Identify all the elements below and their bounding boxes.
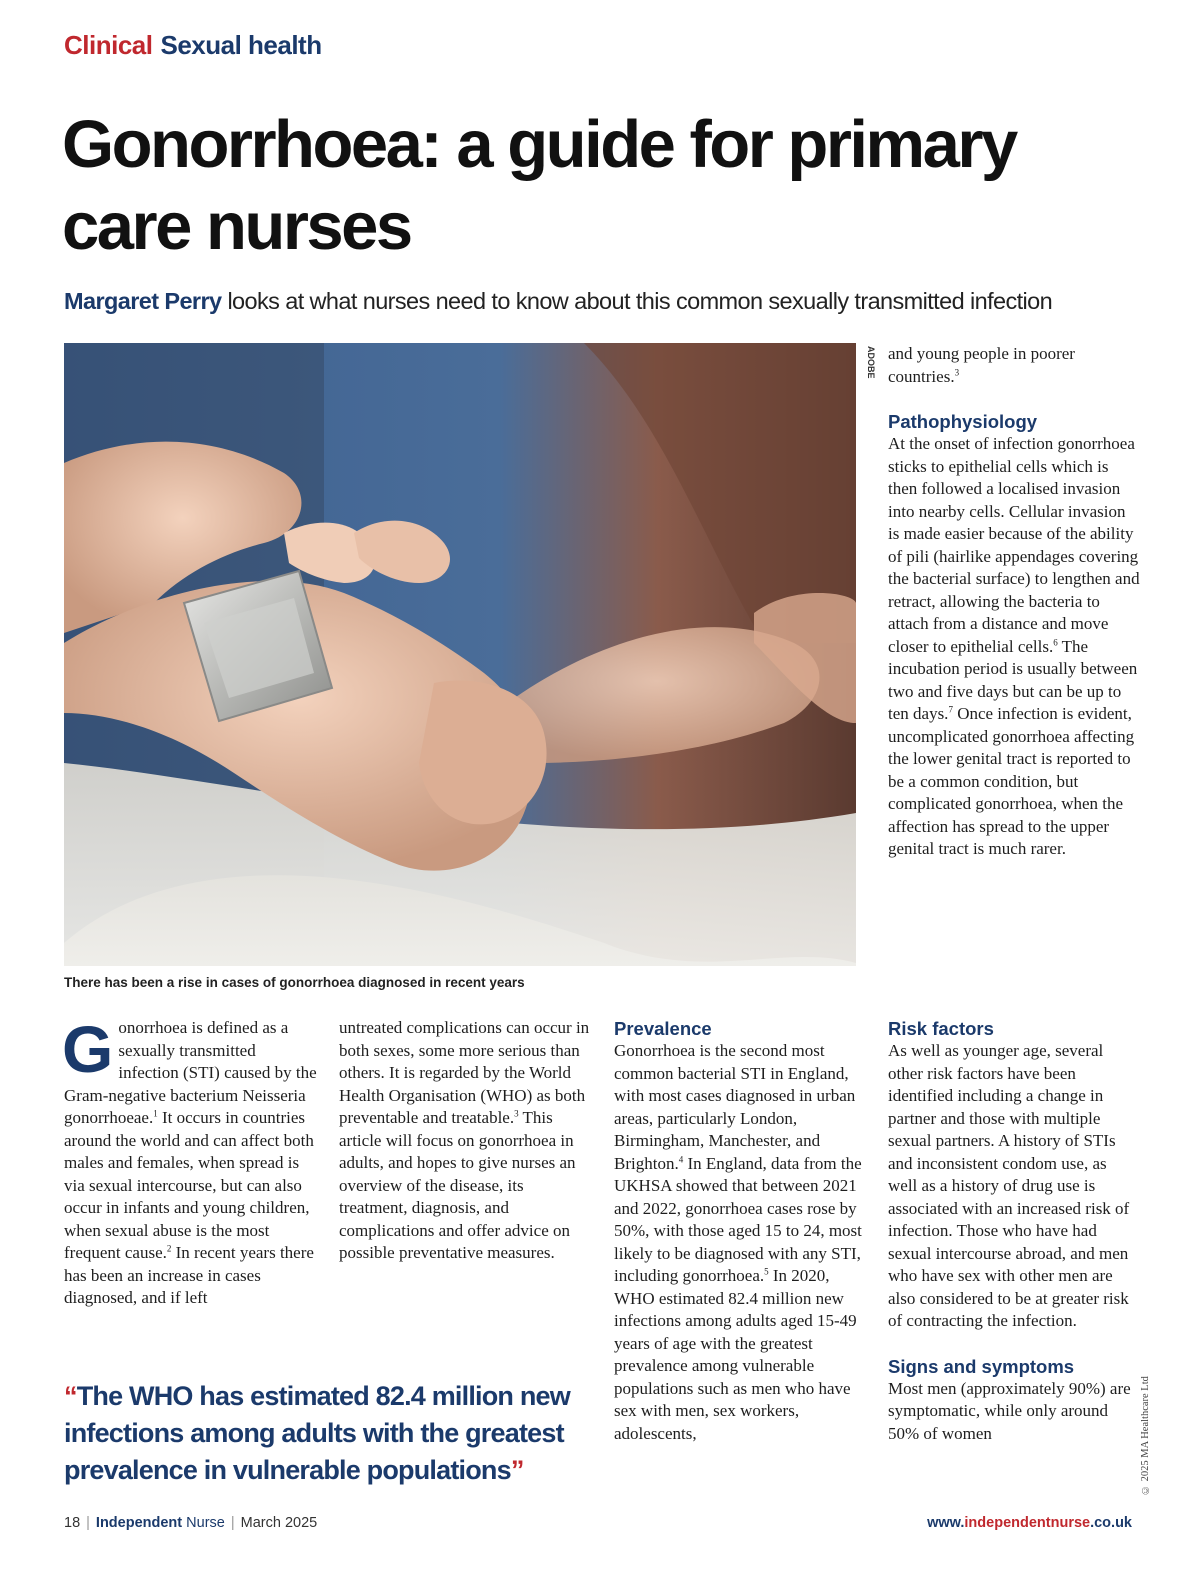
reference-mark[interactable]: 6: [1053, 636, 1058, 647]
dropcap: G: [62, 1012, 114, 1086]
close-quote-mark: ”: [510, 1455, 524, 1485]
url-main[interactable]: independentnurse: [964, 1515, 1091, 1531]
url-suffix[interactable]: .co.uk: [1090, 1515, 1132, 1531]
footer-separator: |: [86, 1515, 90, 1531]
pathophysiology-paragraph: [888, 433, 1140, 861]
reference-mark[interactable]: 4: [678, 1153, 684, 1164]
section-category[interactable]: Clinical: [64, 30, 153, 60]
photo-credit: ADOBE: [866, 346, 876, 379]
reference-mark[interactable]: 7: [948, 704, 953, 715]
body-column-4-top: [888, 343, 1140, 861]
signs-symptoms-heading: Signs and symptoms: [888, 1355, 1075, 1377]
signs-symptoms-paragraph: Most men (approximately 90%) are symptomatic, while only around 50% of women: [888, 1378, 1131, 1443]
pull-quote-text: The WHO has estimated 82.4 million new infections among adults with the greatest prevalence in vulnerable populations: [64, 1381, 570, 1485]
copyright-notice: © 2025 MA Healthcare Ltd: [1140, 1376, 1151, 1495]
page-number: 18: [64, 1515, 81, 1531]
reference-mark[interactable]: 3: [954, 366, 960, 377]
magazine-name-part2[interactable]: Nurse: [186, 1515, 225, 1531]
author-name[interactable]: Margaret Perry: [64, 288, 222, 314]
open-quote-mark: “: [64, 1381, 77, 1411]
issue-date: March 2025: [240, 1515, 318, 1531]
intro-text-2: It occurs in countries around the world and can affect both males and females, when spread is via sexual intercourse, but can also occur in infants and young children, when sexual abuse is the most frequent cause.: [64, 1108, 314, 1262]
col2-text-2: This article will focus on gonorrhoea in adults, and hopes to give nurses an overview of the disease, its treatment, diagnosis, and complications and offer advice on possible preventative measures.: [339, 1108, 576, 1262]
prevalence-text-1: Gonorrhoea is the second most common bacterial STI in England, with most cases diagnosed in urban areas, particularly London, Birmingham, Manchester, and Brighton.: [614, 1041, 856, 1173]
body-column-1: [62, 1012, 319, 1310]
reference-mark[interactable]: 3: [514, 1108, 519, 1119]
website-link[interactable]: [927, 1515, 1132, 1531]
hero-photo: [64, 343, 856, 966]
patho-text-1: At the onset of infection gonorrhoea sticks to epithelial cells which is then followed a localised invasion into nearby cells. Cellular invasion is made easier because of the ability of pili (hairlike appendages covering the bacterial surface) to lengthen and retract, allowing the bacteria to attach from a distance and move closer to epithelial cells.: [888, 434, 1140, 656]
risk-factors-paragraph: As well as younger age, several other risk factors have been identified including a change in partner and those with multiple sexual partners. A history of STIs and inconsistent condom use, as well as a history of drug use is associated with an increased risk of infection. Those who have had sexual intercourse abroad, and men who have sex with other men are also considered to be at greater risk of contracting the infection.: [888, 1041, 1130, 1330]
prevalence-continued-text: and young people in poorer countries.: [888, 344, 1075, 386]
prevalence-continued: [888, 343, 1140, 388]
patho-text-2: The incubation period is usually between two and five days but can be up to ten days.: [888, 636, 1138, 723]
intro-text-3: In recent years there has been an increase in cases diagnosed, and if left: [64, 1243, 314, 1307]
reference-mark[interactable]: 5: [764, 1266, 769, 1277]
footer-folio: [64, 1515, 317, 1531]
pull-quote: [64, 1378, 584, 1489]
body-column-4-bottom: [888, 1017, 1140, 1445]
intro-text-1: onorrhoea is defined as a sexually transmitted infection (STI) caused by the Gram-negative bacterium Neisseria gonorrhoeae.: [64, 1018, 317, 1127]
magazine-name-part1[interactable]: Independent: [95, 1515, 183, 1531]
risk-factors-heading: Risk factors: [888, 1018, 994, 1039]
section-tag: [64, 30, 322, 61]
prevalence-text-3: In 2020, WHO estimated 82.4 million new infections among adults aged 15-49 years of age with the greatest prevalence among vulnerable populations such as men who have sex with men, sex workers, adolescents,: [614, 1266, 857, 1443]
pathophysiology-heading: Pathophysiology: [888, 411, 1038, 432]
col2-text-1: untreated complications can occur in both sexes, some more serious than others. It is regarded by the World Health Organisation (WHO) as both preventable and treatable.: [339, 1018, 590, 1127]
url-prefix[interactable]: www.: [927, 1515, 965, 1531]
intro-paragraph-continued: [339, 1017, 594, 1265]
reference-mark[interactable]: 2: [166, 1243, 172, 1254]
standfirst-text: looks at what nurses need to know about this common sexually transmitted infection: [227, 288, 1053, 314]
article-title: Gonorrhoea: a guide for primary care nurses: [62, 107, 1016, 264]
patho-text-3: Once infection is evident, uncomplicated gonorrhoea affecting the lower genital tract is reported to be a common condition, but complicated gonorrhoea, when the affection has spread to the upper genital tract is much rarer.: [888, 704, 1135, 858]
body-column-2: [339, 1017, 594, 1265]
prevalence-paragraph: [614, 1040, 869, 1445]
body-column-3: [614, 1017, 869, 1445]
prevalence-text-2: In England, data from the UKHSA showed that between 2021 and 2022, gonorrhoea cases rose by 50%, with those aged 15 to 24, most likely to be diagnosed with any STI, including gonorrhoea.: [614, 1153, 862, 1285]
prevalence-heading: Prevalence: [614, 1018, 712, 1039]
standfirst: [64, 284, 1154, 318]
section-subcategory[interactable]: Sexual health: [160, 30, 322, 60]
reference-mark[interactable]: 1: [153, 1108, 158, 1119]
footer-separator: |: [230, 1515, 235, 1531]
photo-caption: There has been a rise in cases of gonorrhoea diagnosed in recent years: [64, 975, 525, 990]
intro-paragraph: [62, 1012, 319, 1310]
